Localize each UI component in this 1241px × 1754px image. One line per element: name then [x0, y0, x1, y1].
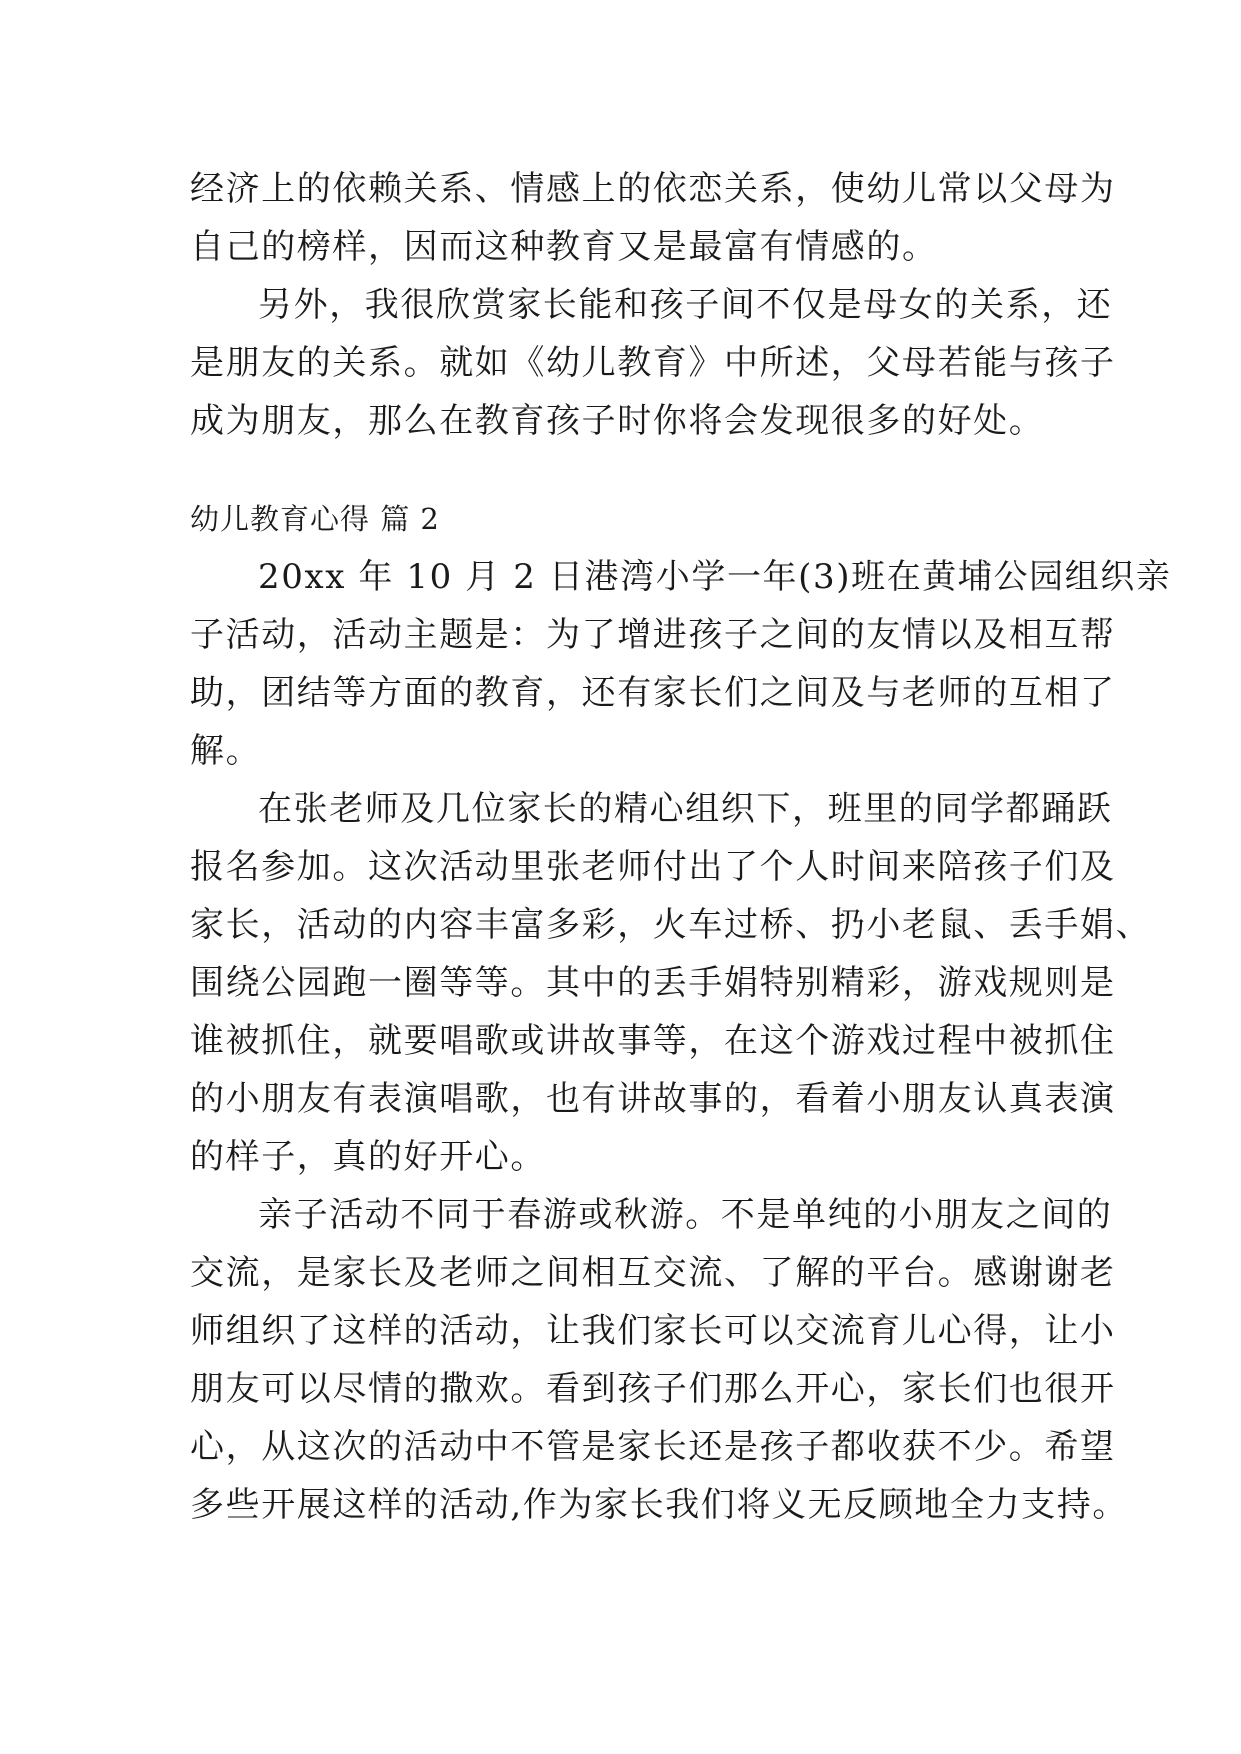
text-line: 20xx 年 10 月 2 日港湾小学一年(3)班在黄埔公园组织亲 [258, 557, 1172, 597]
section-heading: 幼儿教育心得 篇 2 [190, 502, 440, 536]
section-gap [190, 450, 1062, 490]
text-line: 在张老师及几位家长的精心组织下，班里的同学都踊跃 [258, 789, 1113, 829]
document-page [190, 160, 1172, 1534]
text-line: 解。 [190, 731, 262, 771]
text-line: 谁被抓住，就要唱歌或讲故事等，在这个游戏过程中被抓住 [190, 1021, 1116, 1061]
text-line: 家长，活动的内容丰富多彩，火车过桥、扔小老鼠、丢手娟、 [190, 905, 1152, 945]
text-line: 多些开展这样的活动,作为家长我们将义无反顾地全力支持。 [190, 1485, 1129, 1525]
text-line: 经济上的依赖关系、情感上的依恋关系，使幼儿常以父母为 [190, 169, 1116, 209]
text-line: 交流，是家长及老师之间相互交流、了解的平台。感谢谢老 [190, 1253, 1116, 1293]
text-line: 心，从这次的活动中不管是家长还是孩子都收获不少。希望 [190, 1427, 1116, 1467]
paragraph-3 [190, 1186, 1129, 1534]
text-line: 的样子，真的好开心。 [190, 1137, 546, 1177]
text-line: 助，团结等方面的教育，还有家长们之间及与老师的互相了 [190, 673, 1116, 713]
text-line: 围绕公园跑一圈等等。其中的丢手娟特别精彩，游戏规则是 [190, 963, 1116, 1003]
intro-paragraph-1 [190, 160, 1116, 276]
intro-paragraph-2 [190, 276, 1116, 450]
text-line: 自己的榜样，因而这种教育又是最富有情感的。 [190, 227, 938, 267]
text-line: 是朋友的关系。就如《幼儿教育》中所述，父母若能与孩子 [190, 343, 1116, 383]
text-line: 另外，我很欣赏家长能和孩子间不仅是母女的关系，还 [258, 285, 1113, 325]
text-line: 亲子活动不同于春游或秋游。不是单纯的小朋友之间的 [258, 1195, 1113, 1235]
text-line: 朋友可以尽情的撒欢。看到孩子们那么开心，家长们也很开 [190, 1369, 1116, 1409]
text-line: 子活动，活动主题是：为了增进孩子之间的友情以及相互帮 [190, 615, 1116, 655]
text-line: 的小朋友有表演唱歌，也有讲故事的，看着小朋友认真表演 [190, 1079, 1116, 1119]
text-line: 师组织了这样的活动，让我们家长可以交流育儿心得，让小 [190, 1311, 1116, 1351]
text-line: 成为朋友，那么在教育孩子时你将会发现很多的好处。 [190, 401, 1045, 441]
paragraph-2 [190, 780, 1152, 1186]
paragraph-1 [190, 548, 1172, 780]
text-line: 报名参加。这次活动里张老师付出了个人时间来陪孩子们及 [190, 847, 1116, 887]
